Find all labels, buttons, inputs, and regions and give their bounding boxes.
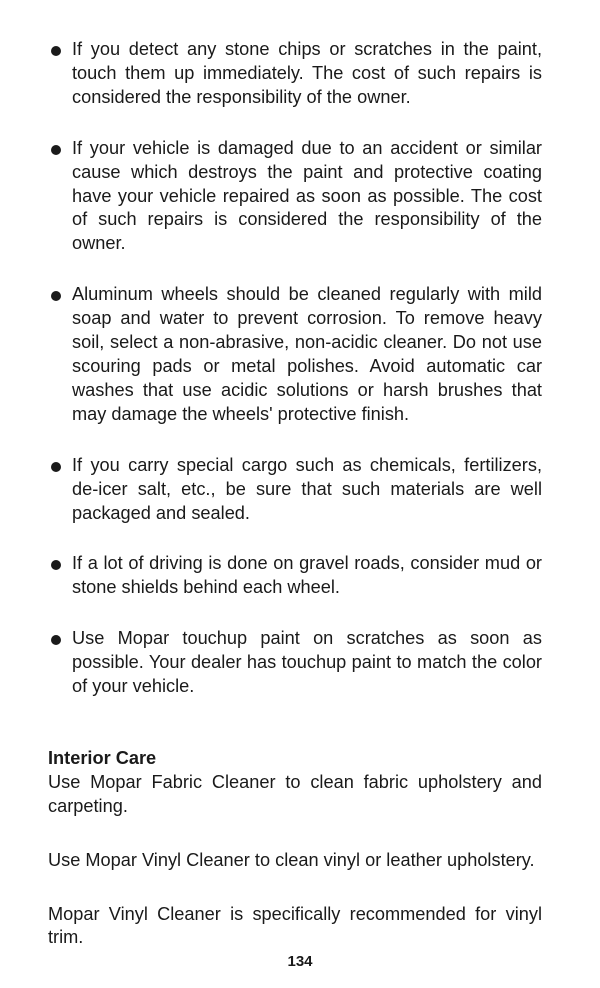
bullet-text: If your vehicle is damaged due to an accident or similar cause which destroys the paint and protective coating have your vehicle repaired as soon as possible. The cost of such repairs is considered the responsibility of the owner. (72, 137, 542, 254)
bullet-item (48, 38, 542, 110)
bullet-item (48, 627, 542, 699)
bullet-item (48, 137, 542, 257)
page-number: 134 (287, 953, 313, 970)
bullet-dot-icon (51, 635, 61, 645)
bullet-dot-icon (51, 46, 61, 56)
bullet-text: If a lot of driving is done on gravel roads, consider mud or stone shields behind each wheel. (72, 553, 542, 598)
bullet-text: If you carry special cargo such as chemicals, fertilizers, de-icer salt, etc., be sure that such materials are well packaged and sealed. (72, 454, 542, 523)
bullet-text: Aluminum wheels should be cleaned regularly with mild soap and water to prevent corrosion. To remove heavy soil, select a non-abrasive, non-acidic cleaner. Do not use scouring pads or metal polishes. Avoid automatic car washes that use acidic solutions or harsh brushes that may damage the wheels' protective finish. (72, 284, 542, 424)
bullet-dot-icon (51, 291, 61, 301)
bullet-dot-icon (51, 560, 61, 570)
section-heading-interior-care: Interior Care (48, 747, 157, 768)
paragraph-vinyl-cleaner: Use Mopar Vinyl Cleaner to clean vinyl or leather upholstery. (48, 849, 535, 870)
exterior-care-bullet-list (48, 38, 542, 699)
bullet-item (48, 454, 542, 526)
bullet-item (48, 552, 542, 600)
bullet-item (48, 283, 542, 426)
bullet-dot-icon (51, 462, 61, 472)
bullet-text: If you detect any stone chips or scratches in the paint, touch them up immediately. The cost of such repairs is considered the responsibility of the owner. (72, 39, 542, 107)
bullet-dot-icon (51, 145, 61, 155)
paragraph-fabric-cleaner: Use Mopar Fabric Cleaner to clean fabric upholstery and carpeting. (48, 771, 542, 816)
paragraph-vinyl-trim: Mopar Vinyl Cleaner is specifically recommended for vinyl trim. (48, 903, 542, 948)
bullet-text: Use Mopar touchup paint on scratches as soon as possible. Your dealer has touchup paint to match the color of your vehicle. (72, 628, 542, 697)
